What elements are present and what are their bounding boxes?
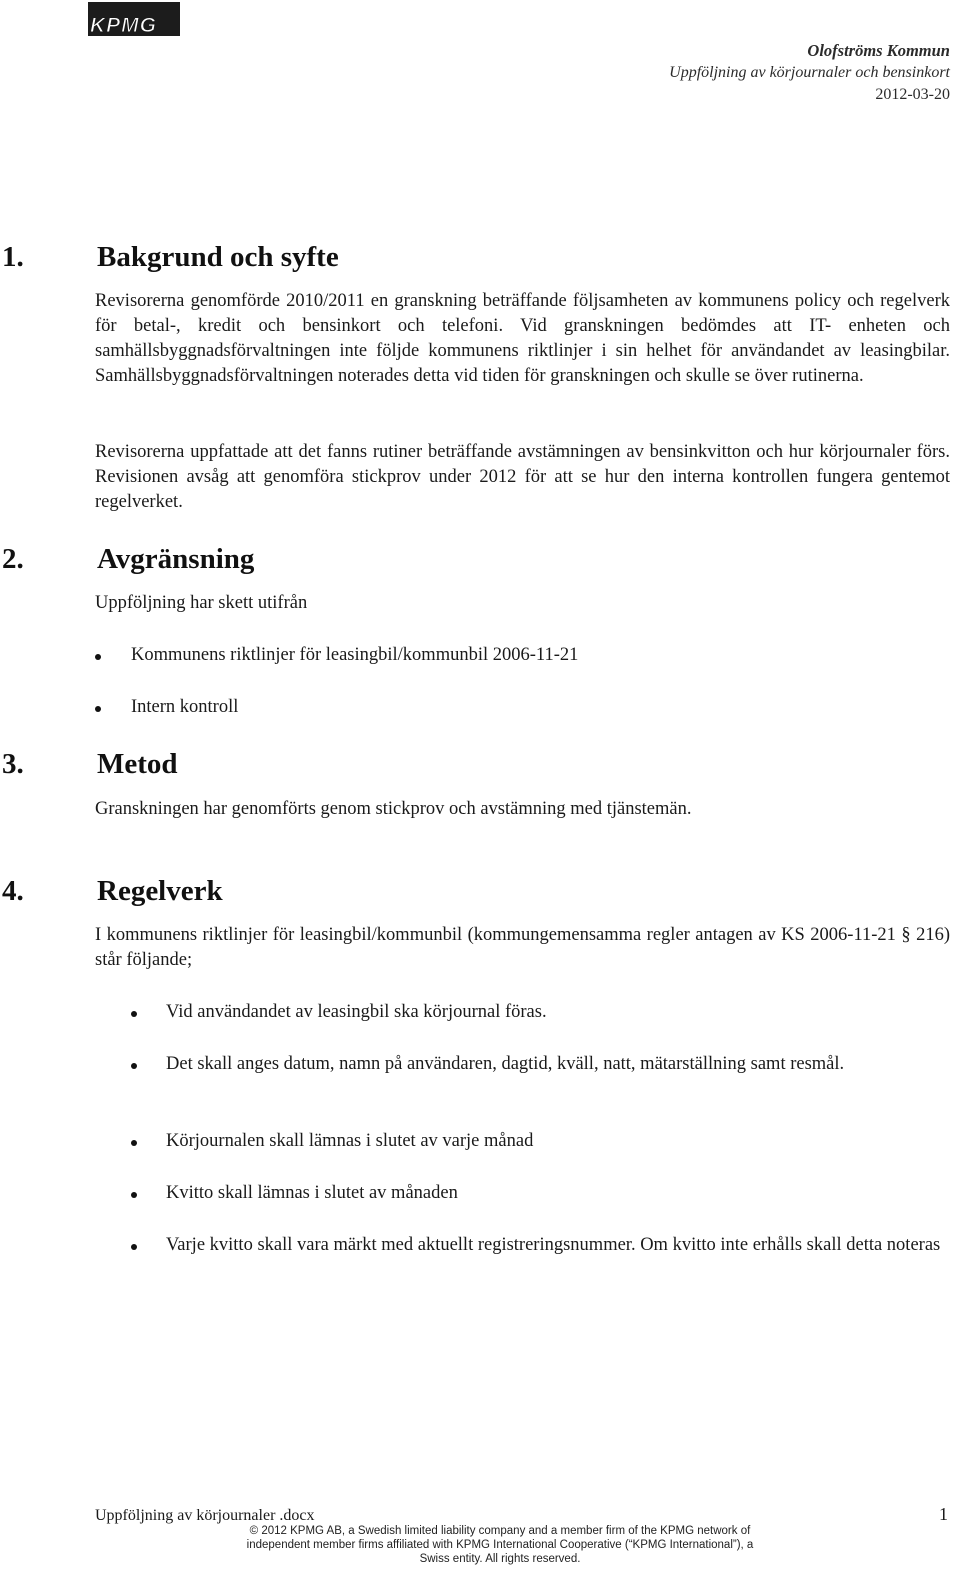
section-title: Bakgrund och syfte xyxy=(97,241,339,273)
footer-filename: Uppföljning av körjournaler .docx xyxy=(95,1507,315,1524)
bullet-dot-icon xyxy=(131,1244,137,1250)
document-header xyxy=(669,40,950,106)
section-2-bullet-2: Intern kontroll xyxy=(131,697,239,717)
kpmg-logo-text: KPMG xyxy=(90,14,157,37)
bullet-dot-icon xyxy=(131,1140,137,1146)
footer-page-number: 1 xyxy=(939,1504,948,1524)
section-title: Regelverk xyxy=(97,875,223,907)
section-number: 1. xyxy=(2,241,24,273)
section-title: Avgränsning xyxy=(97,543,255,575)
bullet-dot-icon xyxy=(95,706,101,712)
section-1-paragraph-2: Revisorerna uppfattade att det fanns rutiner beträffande avstämningen av bensinkvitton och hur körjournaler förs. Revisionen avsåg att genomföra stickprov under 2012 för att se hur den interna kontrollen fungera gentemot regelverket. xyxy=(95,442,950,512)
section-4-bullet-5: Varje kvitto skall vara märkt med aktuellt registreringsnummer. Om kvitto inte erhålls skall detta noteras xyxy=(166,1235,941,1255)
bullet-dot-icon xyxy=(131,1063,137,1069)
section-number: 4. xyxy=(2,875,24,907)
section-title: Metod xyxy=(97,748,178,780)
section-4-intro: I kommunens riktlinjer för leasingbil/kommunbil (kommungemensamma regler antagen av KS 2006-11-21 § 216) står följande; xyxy=(95,925,950,970)
header-organization: Olofströms Kommun xyxy=(807,41,950,60)
bullet-dot-icon xyxy=(95,654,101,660)
bullet-dot-icon xyxy=(131,1192,137,1198)
section-4-bullet-4: Kvitto skall lämnas i slutet av månaden xyxy=(166,1183,458,1203)
section-4-bullet-1: Vid användandet av leasingbil ska körjournal föras. xyxy=(166,1002,547,1022)
header-date: 2012-03-20 xyxy=(875,86,950,103)
section-3-intro: Granskningen har genomförts genom stickprov och avstämning med tjänstemän. xyxy=(95,799,692,819)
section-2-heading xyxy=(0,542,254,576)
section-2-bullet-1: Kommunens riktlinjer för leasingbil/kommunbil 2006-11-21 xyxy=(131,645,579,665)
section-4-bullet-3: Körjournalen skall lämnas i slutet av varje månad xyxy=(166,1131,534,1151)
section-2-intro: Uppföljning har skett utifrån xyxy=(95,593,308,613)
footer-legal-notice: © 2012 KPMG AB, a Swedish limited liability company and a member firm of the KPMG network of independent member firms affiliated with KPMG International Cooperative (“KPMG International”), a Swiss entity. All rights reserved. xyxy=(246,1525,754,1565)
section-1-heading xyxy=(0,240,339,274)
section-4-bullet-2: Det skall anges datum, namn på användaren, dagtid, kväll, natt, mätarställning samt resmål. xyxy=(166,1054,845,1074)
section-number: 3. xyxy=(2,748,24,780)
section-3-heading xyxy=(0,747,178,781)
section-1-paragraph-1: Revisorerna genomförde 2010/2011 en granskning beträffande följsamheten av kommunens policy och regelverk för betal-, kredit och bensinkort och telefoni. Vid granskningen bedömdes att IT- enheten och samhällsbyggnadsförvaltningen inte följde kommunens riktlinjer i sin helhet för användandet av leasingbilar. Samhällsbyggnadsförvaltningen noterades detta vid tiden för granskningen och skulle se över rutinerna. xyxy=(95,291,950,386)
bullet-dot-icon xyxy=(131,1011,137,1017)
section-4-heading xyxy=(0,874,223,908)
kpmg-logo xyxy=(88,2,180,36)
section-number: 2. xyxy=(2,543,24,575)
header-subtitle: Uppföljning av körjournaler och bensinkort xyxy=(669,64,950,81)
